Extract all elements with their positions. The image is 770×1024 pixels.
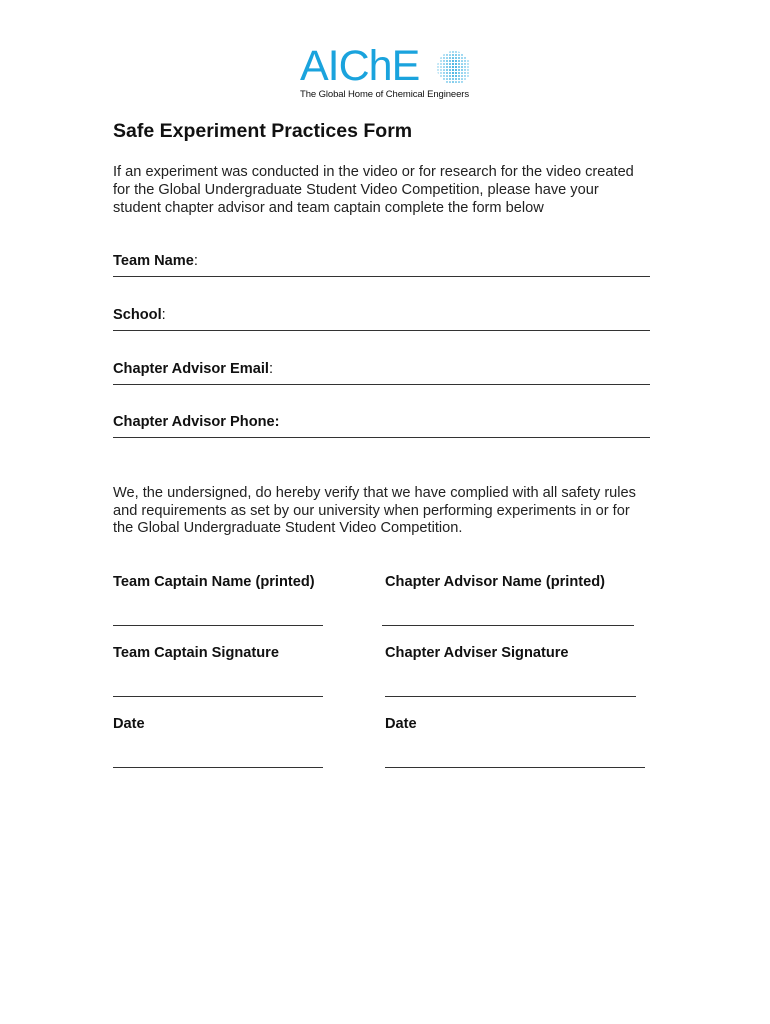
team-name-field[interactable] <box>113 252 653 277</box>
advisor-name-line[interactable] <box>382 625 634 626</box>
intro-paragraph <box>113 163 673 217</box>
school-input-line[interactable] <box>113 330 650 331</box>
intro-line: If an experiment was conducted in the video or for research for the video created <box>113 164 634 180</box>
logo-wordmark: AIChE <box>300 42 420 90</box>
field-label: Chapter Advisor Email: <box>113 361 274 377</box>
school-field[interactable] <box>113 306 653 331</box>
page-title: Safe Experiment Practices Form <box>113 120 413 142</box>
advisor-date-line[interactable] <box>385 767 645 768</box>
team-captain-date-line[interactable] <box>113 767 323 768</box>
advisor-name-label: Chapter Advisor Name (printed) <box>385 574 606 590</box>
verify-line: We, the undersigned, do hereby verify that we have complied with all safety rules <box>113 485 636 501</box>
field-label: Team Name: <box>113 253 198 269</box>
verify-line: and requirements as set by our university when performing experiments in or for <box>113 502 630 519</box>
intro-line: for the Global Undergraduate Student Video Competition, please have your <box>113 182 599 198</box>
logo-tagline: The Global Home of Chemical Engineers <box>300 89 469 100</box>
team-name-input-line[interactable] <box>113 276 650 277</box>
team-captain-date-label: Date <box>113 716 145 732</box>
verify-line: the Global Undergraduate Student Video Competition. <box>113 520 463 536</box>
field-label: Chapter Advisor Phone: <box>113 414 280 430</box>
advisor-email-input-line[interactable] <box>113 384 650 385</box>
advisor-phone-field[interactable] <box>113 413 653 438</box>
advisor-signature-line[interactable] <box>385 696 636 697</box>
field-label: School: <box>113 307 166 323</box>
aiche-logo <box>298 42 478 102</box>
verification-paragraph <box>113 485 673 538</box>
globe-icon <box>436 50 472 86</box>
team-captain-signature-line[interactable] <box>113 696 323 697</box>
team-captain-name-line[interactable] <box>113 625 323 626</box>
team-captain-signature-label: Team Captain Signature <box>113 645 279 661</box>
advisor-date-label: Date <box>385 716 417 732</box>
team-captain-name-label: Team Captain Name (printed) <box>113 574 315 590</box>
advisor-phone-input-line[interactable] <box>113 437 650 438</box>
intro-line: student chapter advisor and team captain complete the form below <box>113 200 544 216</box>
advisor-signature-label: Chapter Adviser Signature <box>385 645 569 661</box>
advisor-email-field[interactable] <box>113 360 653 385</box>
